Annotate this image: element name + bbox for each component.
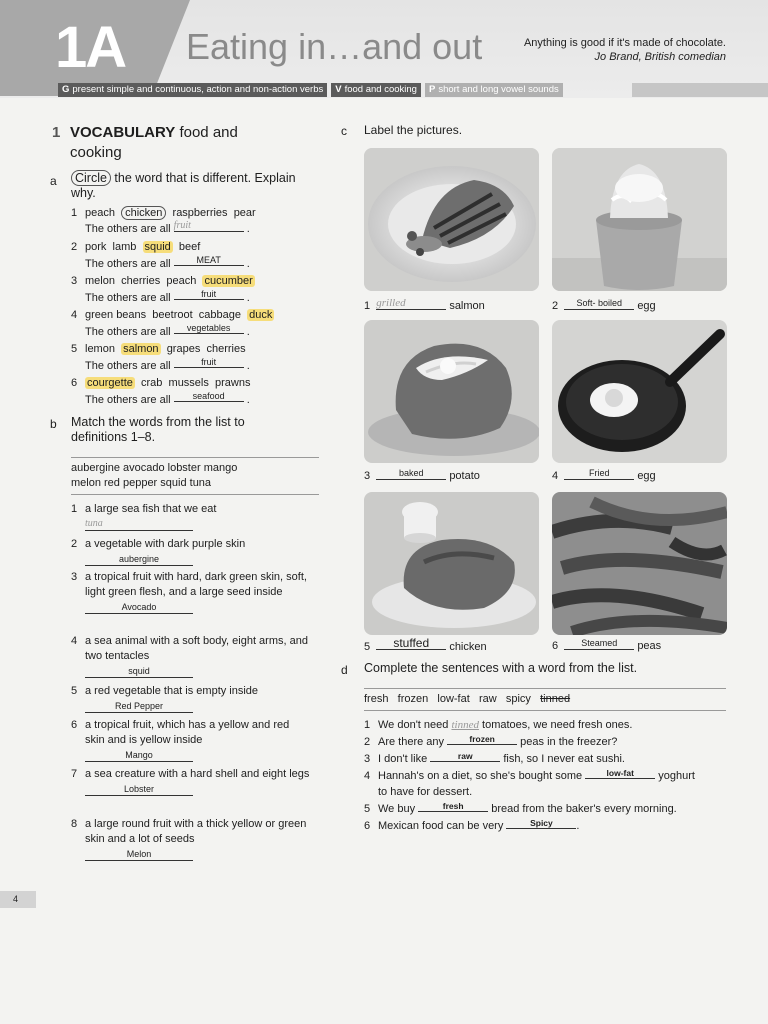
- option-word: lamb: [112, 241, 137, 253]
- answer-blank: Avocado: [85, 601, 193, 614]
- page-number-box: [0, 891, 36, 908]
- sentence-1-answer: tinned: [451, 719, 479, 731]
- topic-vocabulary: V food and cooking: [331, 83, 421, 97]
- sentence-2-answer: frozen: [447, 734, 517, 745]
- word-list-line: aubergine avocado lobster mango: [71, 462, 238, 474]
- definition-item: 3 a tropical fruit with hard, dark green skin, soft, light green flesh, and a large seed inside Avocado: [71, 571, 307, 612]
- sentence-5-answer: fresh: [418, 801, 488, 812]
- option-word: prawns: [215, 377, 251, 389]
- caption-4-answer: Fried: [564, 468, 634, 480]
- caption-2-answer: Soft- boiled: [564, 298, 634, 310]
- answer-blank: fruit: [174, 289, 244, 300]
- sentence-3: 3 I don't like raw fish, so I never eat sushi.: [364, 751, 625, 765]
- answer-blank: vegetables: [174, 323, 244, 334]
- word-crossed-out: tinned: [540, 693, 571, 705]
- topic-bar-tail: [632, 83, 768, 97]
- definition-item: 6 a tropical fruit, which has a yellow and red skin and is yellow inside Mango: [71, 719, 290, 760]
- option-word: peach: [85, 207, 115, 219]
- part-b-label: b: [50, 417, 57, 431]
- photo-steamed-peas: [552, 492, 727, 635]
- part-a-item: 1 peach chicken raspberries pear The others are all fruit .: [71, 207, 256, 235]
- caption-5: 5 stuffed chicken: [364, 636, 487, 653]
- option-word: melon: [85, 275, 115, 287]
- header-quote: [524, 36, 726, 64]
- option-word: beetroot: [152, 309, 193, 321]
- photo-fried-egg: [552, 320, 727, 463]
- answer-blank: Lobster: [85, 783, 193, 796]
- definition-item: 1 a large sea fish that we eat tuna: [71, 503, 217, 529]
- definition-item: 5 a red vegetable that is empty inside Red Pepper: [71, 685, 259, 711]
- part-a-item: 5 lemon salmon grapes cherries The others are all fruit .: [71, 343, 250, 372]
- part-a-item: 6 courgette crab mussels prawns The others are all seafood .: [71, 377, 251, 406]
- caption-4: 4 Fried egg: [552, 468, 656, 482]
- caption-1: 1 grilled salmon: [364, 297, 485, 312]
- section-title: VOCABULARY food and cooking: [70, 124, 238, 161]
- quote-author: Jo Brand, British comedian: [594, 51, 726, 63]
- definition-item: 7 a sea creature with a hard shell and eight legs Lobster: [71, 768, 310, 794]
- answer-blank: Melon: [85, 848, 193, 861]
- option-word: crab: [141, 377, 163, 389]
- option-word: pear: [233, 207, 256, 219]
- option-word: duck: [249, 309, 273, 321]
- option-word: pork: [85, 241, 107, 253]
- answer-blank: Mango: [85, 749, 193, 762]
- sentence-6: 6 Mexican food can be very Spicy .: [364, 818, 580, 832]
- answer-blank: squid: [85, 665, 193, 678]
- option-word: salmon: [123, 343, 159, 355]
- part-d-label: d: [341, 663, 348, 677]
- sentence-6-answer: Spicy: [506, 818, 576, 829]
- circle-mark: Circle: [71, 170, 111, 186]
- sentence-4-answer: low-fat: [585, 768, 655, 779]
- answer-blank: Red Pepper: [85, 700, 193, 713]
- option-word: squid: [144, 241, 171, 253]
- option-word: cabbage: [198, 309, 242, 321]
- word-list-line: melon red pepper squid tuna: [71, 477, 212, 489]
- part-c-instruction: Label the pictures.: [364, 123, 463, 137]
- page-number: 4: [13, 894, 19, 904]
- topic-bar: [58, 83, 563, 97]
- answer-blank: seafood: [174, 391, 244, 402]
- part-a-item: 2 pork lamb squid beef The others are all MEAT .: [71, 241, 250, 270]
- caption-2: 2 Soft- boiled egg: [552, 298, 656, 312]
- answer-blank: aubergine: [85, 553, 193, 566]
- part-b-word-list: [71, 457, 319, 495]
- part-a-label: a: [50, 174, 57, 188]
- option-word: cherries: [206, 343, 246, 355]
- option-word: peach: [166, 275, 197, 287]
- part-a-item: 4 green beans beetroot cabbage duck The others are all vegetables .: [71, 309, 273, 338]
- caption-6: 6 Steamed peas: [552, 638, 662, 652]
- photo-stuffed-chicken: [364, 492, 539, 635]
- option-word: lemon: [85, 343, 115, 355]
- caption-1-answer: grilled: [376, 298, 446, 310]
- unit-title: Eating in…and out: [186, 26, 483, 67]
- sentence-5: 5 We buy fresh bread from the baker's every morning.: [364, 801, 677, 815]
- answer-blank: tuna: [85, 518, 193, 531]
- sentence-1: 1 We don't need tinned tomatoes, we need fresh ones.: [364, 719, 633, 731]
- definition-item: 2 a vegetable with dark purple skin aubergine: [71, 538, 246, 564]
- photo-grilled-salmon: [364, 148, 539, 291]
- part-a-item: 3 melon cherries peach cucumber The others are all fruit .: [71, 275, 253, 304]
- topic-pronunciation: P short and long vowel sounds: [425, 83, 563, 97]
- photo-soft-boiled-egg: [552, 148, 727, 291]
- sentence-3-answer: raw: [430, 751, 500, 762]
- option-word: courgette: [87, 377, 133, 389]
- word: spicy: [505, 693, 531, 705]
- option-word: cucumber: [204, 275, 253, 287]
- caption-5-answer: stuffed: [376, 638, 446, 650]
- answer-blank: MEAT: [174, 255, 244, 266]
- photo-baked-potato: [364, 320, 539, 463]
- option-word: grapes: [166, 343, 201, 355]
- option-word: beef: [178, 241, 201, 253]
- caption-3: 3 baked potato: [364, 468, 480, 482]
- caption-3-answer: baked: [376, 468, 446, 480]
- part-c-label: c: [341, 124, 347, 138]
- definition-item: 4 a sea animal with a soft body, eight arms, and two tentacles squid: [71, 635, 308, 676]
- unit-number: 1A: [55, 15, 126, 80]
- part-b-instruction: Match the words from the list to definitions 1–8.: [71, 415, 245, 444]
- part-d-instruction: Complete the sentences with a word from the list.: [364, 661, 638, 675]
- section-number: 1: [52, 124, 61, 141]
- word: frozen: [397, 693, 429, 705]
- answer-blank: fruit: [174, 221, 244, 232]
- definition-item: 8 a large round fruit with a thick yellow or green skin and a lot of seeds Melon: [71, 818, 307, 859]
- sentence-4: 4 Hannah's on a diet, so she's bought some low-fat yoghurt to have for dessert.: [364, 768, 695, 798]
- option-word: green beans: [85, 309, 147, 321]
- sentence-2: 2 Are there any frozen peas in the freezer?: [364, 734, 618, 748]
- option-word: chicken: [121, 206, 166, 220]
- option-word: mussels: [168, 377, 209, 389]
- part-a-instruction: Circle the word that is different. Explain why.: [71, 171, 296, 200]
- quote-text: Anything is good if it's made of chocolate.: [523, 37, 726, 49]
- part-d-word-list: [364, 688, 726, 711]
- word: raw: [478, 693, 497, 705]
- option-word: cherries: [121, 275, 161, 287]
- topic-grammar: G present simple and continuous, action and non-action verbs: [58, 83, 327, 97]
- word: fresh: [364, 693, 389, 705]
- option-word: raspberries: [172, 207, 228, 219]
- caption-6-answer: Steamed: [564, 638, 634, 650]
- answer-blank: fruit: [174, 357, 244, 368]
- word: low-fat: [437, 693, 470, 705]
